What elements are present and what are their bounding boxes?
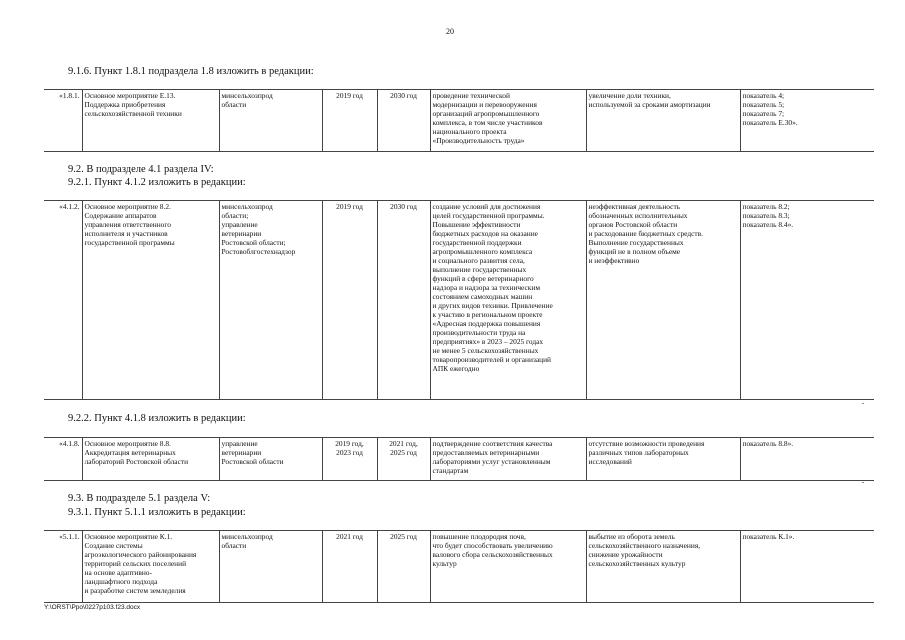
indicators: показатель 4; показатель 5; показатель 7; показатель Е.30».	[740, 90, 874, 152]
measure-table	[44, 200, 874, 400]
section-heading: 9.1.6. Пункт 1.8.1 подраздела 1.8 изложить в редакции:	[68, 66, 314, 77]
table-row	[44, 201, 874, 400]
section-heading: 9.2. В подразделе 4.1 раздела IV:	[68, 164, 214, 175]
expected-result: повышение плодородия почв, что будет способствовать увеличению валового сбора сельскохозяйственных культур	[430, 531, 586, 603]
section-heading: 9.3. В подразделе 5.1 раздела V:	[68, 493, 211, 504]
measure-name: Основное мероприятие 8.2. Содержание аппаратов управления ответственного исполнителя и участников государственной программы	[82, 201, 219, 400]
expected-result: подтверждение соответствия качества предоставляемых ветеринарными лабораториями услуг установленным стандартам	[430, 438, 586, 481]
indicators: показатель 8.8».	[740, 438, 874, 481]
measure-name: Основное мероприятие 8.8. Аккредитация ветеринарных лабораторий Ростовской области	[82, 438, 219, 481]
non-implementation-consequences: отсутствие возможности проведения различных типов лабораторных исследований	[586, 438, 740, 481]
start-year: 2019 год, 2023 год	[322, 438, 377, 481]
margin-mark	[862, 482, 864, 483]
subsection-heading: 9.3.1. Пункт 5.1.1 изложить в редакции:	[68, 507, 246, 518]
subsection-heading: 9.2.1. Пункт 4.1.2 изложить в редакции:	[68, 177, 246, 188]
non-implementation-consequences: увеличение доли техники, используемой за сроками амортизации	[586, 90, 740, 152]
end-year: 2030 год	[377, 201, 430, 400]
measure-table	[44, 89, 874, 152]
executor: управление ветеринарии Ростовской области	[219, 438, 322, 481]
non-implementation-consequences: неэффективная деятельность обозначенных исполнительных органов Ростовской области и расходование бюджетных средств. Выполнение государственных функций не в полном объеме и неэффективно	[586, 201, 740, 400]
margin-mark	[862, 403, 864, 404]
table-row	[44, 90, 874, 152]
measure-name: Основное мероприятие К.1. Создание системы агроэкологического районирования территорий сельских поселений на основе адаптивно- ландшафтного подхода и разработке систем земледелия	[82, 531, 219, 603]
executor: минсельхозпрод области; управление ветеринарии Ростовской области; Ростовоблгостехнадзор	[219, 201, 322, 400]
item-number: «5.1.1.	[44, 531, 82, 603]
executor: минсельхозпрод области	[219, 531, 322, 603]
start-year: 2019 год	[322, 201, 377, 400]
expected-result: создание условий для достижения целей государственной программы. Повышение эффективности бюджетных расходов на оказание государственной поддержки агропромышленного комплекса и социального развития села, выполнение государственных функций в сфере ветеринарного надзора и надзора за техническим состоянием самоходных машин и других видов техники. Привлечение к участию в региональном проекте «Адресная поддержка повышения производительности труда на предприятиях» в 2023 – 2025 годах не менее 5 сельскохозяйственных товаропроизводителей и организаций АПК ежегодно	[430, 201, 586, 400]
end-year: 2021 год, 2025 год	[377, 438, 430, 481]
end-year: 2025 год	[377, 531, 430, 603]
file-path-footer: Y:\ORST\Ppo\0227p103.f23.docx	[44, 604, 141, 611]
indicators: показатель К.1».	[740, 531, 874, 603]
measure-table	[44, 530, 874, 603]
item-number: «4.1.8.	[44, 438, 82, 481]
item-number: «4.1.2.	[44, 201, 82, 400]
indicators: показатель 8.2; показатель 8.3; показатель 8.4».	[740, 201, 874, 400]
measure-table	[44, 437, 874, 481]
section-heading: 9.2.2. Пункт 4.1.8 изложить в редакции:	[68, 413, 246, 424]
non-implementation-consequences: выбытие из оборота земель сельскохозяйственного назначения, снижение урожайности сельскохозяйственных культур	[586, 531, 740, 603]
table-row	[44, 438, 874, 481]
executor: минсельхозпрод области	[219, 90, 322, 152]
end-year: 2030 год	[377, 90, 430, 152]
table-row	[44, 531, 874, 603]
start-year: 2021 год	[322, 531, 377, 603]
start-year: 2019 год	[322, 90, 377, 152]
expected-result: проведение технической модернизации и перевооружения организаций агропромышленного комплекса, в том числе участников национального проекта «Производительность труда»	[430, 90, 586, 152]
item-number: «1.8.1.	[44, 90, 82, 152]
page-number: 20	[446, 27, 454, 36]
measure-name: Основное мероприятие Е.13. Поддержка приобретения сельскохозяйственной техники	[82, 90, 219, 152]
